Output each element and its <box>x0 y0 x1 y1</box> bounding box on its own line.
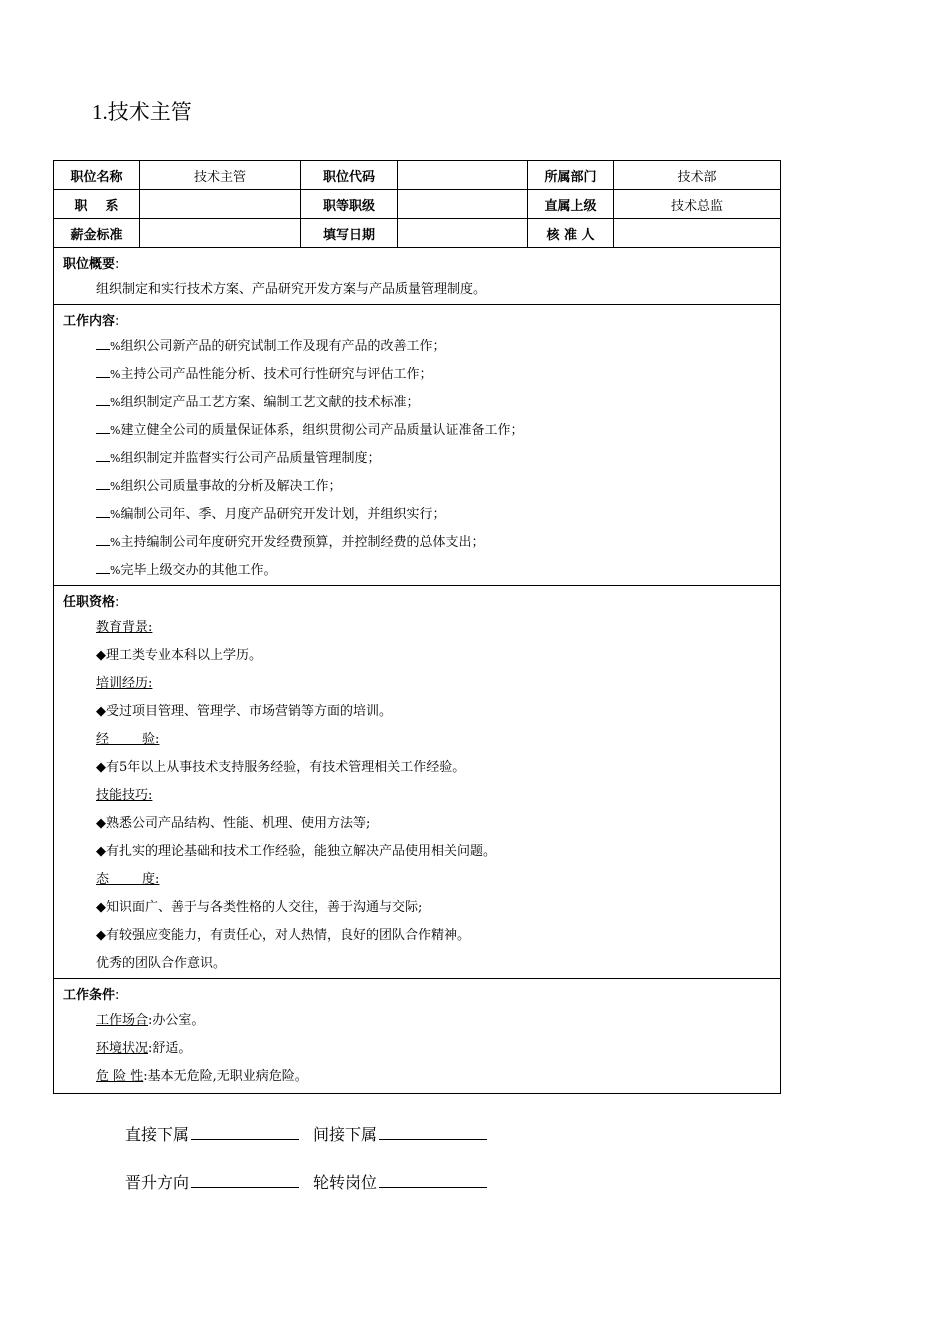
value-fill-date <box>398 219 528 248</box>
percent-sign: % <box>110 564 121 577</box>
promotion-direction: 晋升方向 <box>125 1170 299 1193</box>
rotation-position-blank[interactable] <box>379 1171 487 1188</box>
duty-item <box>96 361 780 389</box>
percent-sign: % <box>110 424 121 437</box>
overview-row <box>54 248 781 305</box>
duty-item <box>96 389 780 417</box>
risk: 危 险 性:基本无危险,无职业病危险。 <box>96 1069 308 1084</box>
qualifications-title: 任职资格: <box>63 595 120 610</box>
percent-sign: % <box>110 340 121 353</box>
value-position-name: 技术主管 <box>140 161 301 190</box>
direct-subordinate: 直接下属 <box>125 1122 299 1145</box>
duty-percent-blank[interactable] <box>96 561 110 574</box>
percent-sign: % <box>110 396 121 409</box>
duty-item <box>96 501 780 529</box>
duty-percent-blank[interactable] <box>96 365 110 378</box>
duty-text: 主持编制公司年度研究开发经费预算，并控制经费的总体支出； <box>120 535 485 550</box>
title-number: 1. <box>92 100 108 124</box>
duty-item <box>96 333 780 361</box>
value-job-family <box>140 190 301 219</box>
experience-text: ◆有5年以上从事技术支持服务经验，有技术管理相关工作经验。 <box>96 760 466 775</box>
attitude-label: 态 度: <box>96 872 160 887</box>
title-text: 技术主管 <box>107 100 192 124</box>
duty-text: 建立健全公司的质量保证体系，组织贯彻公司产品质量认证准备工作； <box>120 423 524 438</box>
value-approver <box>614 219 781 248</box>
training-label: 培训经历: <box>96 676 153 691</box>
rotation-position: 轮转岗位 <box>313 1170 487 1193</box>
skill-item-1: ◆熟悉公司产品结构、性能、机理、使用方法等; <box>96 816 371 831</box>
percent-sign: % <box>110 452 121 465</box>
duty-percent-blank[interactable] <box>96 449 110 462</box>
duty-text: 主持公司产品性能分析、技术可行性研究与评估工作； <box>120 367 433 382</box>
value-direct-supervisor: 技术总监 <box>614 190 781 219</box>
header-row-1 <box>54 161 781 190</box>
experience-label: 经 验: <box>96 732 160 747</box>
percent-sign: % <box>110 368 121 381</box>
overview-text: 组织制定和实行技术方案、产品研究开发方案与产品质量管理制度。 <box>96 282 487 297</box>
duty-text: 完毕上级交办的其他工作。 <box>120 563 277 578</box>
skill-item-2: ◆有扎实的理论基础和技术工作经验，能独立解决产品使用相关问题。 <box>96 844 496 859</box>
attitude-item-2: ◆有较强应变能力，有责任心，对人热情，良好的团队合作精神。 <box>96 928 470 943</box>
label-direct-supervisor: 直属上级 <box>528 190 614 219</box>
label-position-name: 职位名称 <box>54 161 140 190</box>
duty-percent-blank[interactable] <box>96 477 110 490</box>
environment: 环境状况:舒适。 <box>96 1041 192 1056</box>
direct-subordinate-blank[interactable] <box>191 1123 299 1140</box>
duties-list <box>54 333 780 585</box>
duty-percent-blank[interactable] <box>96 421 110 434</box>
value-salary-standard <box>140 219 301 248</box>
qualifications-row <box>54 586 781 979</box>
duty-item <box>96 417 780 445</box>
page-title <box>92 96 192 126</box>
value-grade-level <box>398 190 528 219</box>
percent-sign: % <box>110 508 121 521</box>
label-department: 所属部门 <box>528 161 614 190</box>
duty-percent-blank[interactable] <box>96 533 110 546</box>
skills-label: 技能技巧: <box>96 788 153 803</box>
duty-text: 组织制定并监督实行公司产品质量管理制度； <box>120 451 381 466</box>
duty-item <box>96 473 780 501</box>
overview-title: 职位概要: <box>63 257 120 272</box>
education-label: 教育背景: <box>96 620 153 635</box>
job-description-table <box>53 160 781 1094</box>
conditions-section <box>54 979 781 1094</box>
duties-row <box>54 305 781 586</box>
attitude-item-1: ◆知识面广、善于与各类性格的人交往，善于沟通与交际; <box>96 900 423 915</box>
label-job-family: 职 系 <box>54 190 140 219</box>
duty-text: 组织公司新产品的研究试制工作及现有产品的改善工作； <box>120 339 446 354</box>
education-text: ◆理工类专业本科以上学历。 <box>96 648 262 663</box>
duty-percent-blank[interactable] <box>96 505 110 518</box>
conditions-row <box>54 979 781 1094</box>
overview-section <box>54 248 781 305</box>
duties-title: 工作内容: <box>63 314 120 329</box>
duty-item <box>96 557 780 585</box>
label-fill-date: 填写日期 <box>301 219 398 248</box>
qualifications-section <box>54 586 781 979</box>
attitude-item-3: 优秀的团队合作意识。 <box>96 956 227 971</box>
duty-text: 组织公司质量事故的分析及解决工作； <box>120 479 342 494</box>
indirect-subordinate: 间接下属 <box>313 1122 487 1145</box>
percent-sign: % <box>110 536 121 549</box>
promotion-direction-blank[interactable] <box>191 1171 299 1188</box>
indirect-subordinate-blank[interactable] <box>379 1123 487 1140</box>
header-row-3 <box>54 219 781 248</box>
label-salary-standard: 薪金标准 <box>54 219 140 248</box>
duty-item <box>96 445 780 473</box>
header-row-2 <box>54 190 781 219</box>
duty-percent-blank[interactable] <box>96 337 110 350</box>
label-grade-level: 职等职级 <box>301 190 398 219</box>
value-department: 技术部 <box>614 161 781 190</box>
label-approver: 核 准 人 <box>528 219 614 248</box>
training-text: ◆受过项目管理、管理学、市场营销等方面的培训。 <box>96 704 392 719</box>
duty-text: 组织制定产品工艺方案、编制工艺文献的技术标准； <box>120 395 420 410</box>
work-place: 工作场合:办公室。 <box>96 1013 205 1028</box>
duties-section <box>54 305 781 586</box>
duty-percent-blank[interactable] <box>96 393 110 406</box>
percent-sign: % <box>110 480 121 493</box>
value-position-code <box>398 161 528 190</box>
label-position-code: 职位代码 <box>301 161 398 190</box>
duty-text: 编制公司年、季、月度产品研究开发计划，并组织实行； <box>120 507 446 522</box>
duty-item <box>96 529 780 557</box>
conditions-title: 工作条件: <box>63 988 120 1003</box>
